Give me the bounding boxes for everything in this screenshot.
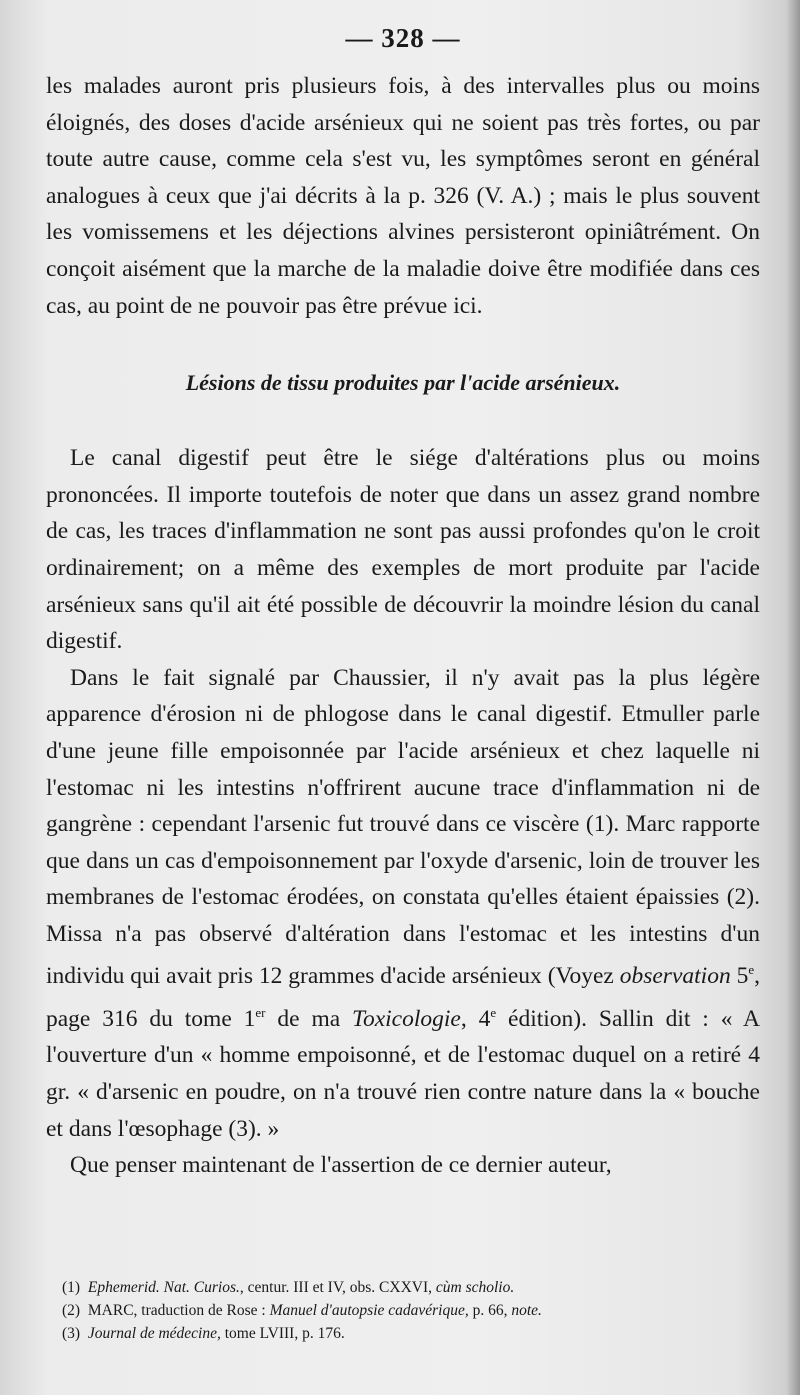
footnote-1 [62,1276,760,1299]
footnote-title: Journal de médecine, [87,1325,221,1342]
paragraph-chaussier [46,660,760,1147]
paragraph-canal-digestif: Le canal digestif peut être le siége d'altérations plus ou moins prononcées. Il importe toutefois de noter que dans un assez grand nombre de cas, les traces d'inflammation ne sont pas aussi profondes qu'on le croit ordinairement; on a même des exemples de mort produite par l'acide arsénieux sans qu'il ait été possible de découvrir la moindre lésion du canal digestif. [46,445,760,655]
footnote-text: MARC, traduction de Rose : [87,1302,270,1319]
page-edge-shadow [786,0,800,1395]
paragraph-que-penser: Que penser maintenant de l'assertion de ce dernier auteur, [70,1152,612,1179]
footnote-italic: note. [511,1302,542,1319]
footnote-title: Manuel d'autopsie cadavérique, [269,1302,469,1319]
paragraph-continuation: les malades auront pris plusieurs fois, à des intervalles plus ou moins éloignés, des doses d'acide arsénieux qui ne soient pas très fortes, ou par toute autre cause, comme cela s'est vu, les symptômes seront en général analogues à ceux que j'ai décrits à la p. 326 (V. A.) ; mais le plus souvent les vomissemens et les déjections alvines persisteront opiniâtrément. On conçoit aisément que la marche de la maladie doive être modifiée dans ces cas, au point de ne pouvoir pas être prévue ici. [46,73,760,319]
footnote-number: (3) [62,1325,81,1342]
ref-text: de ma [265,1005,353,1032]
superscript: er [255,1004,266,1020]
footnotes [62,1276,760,1345]
footnote-text: tome LVIII, p. 176. [220,1325,345,1342]
toxicologie-ref: Toxicologie [352,1005,461,1032]
footnote-italic: cùm scholio. [435,1279,515,1296]
page-ref-text: , page 316 du tome 1 [46,963,761,1032]
footnote-2 [62,1299,760,1322]
observation-ref: observation [619,963,731,990]
footnote-title: Ephemerid. Nat. Curios. [87,1279,240,1296]
superscript: e [490,1004,497,1020]
footnote-text: p. 66, [468,1302,512,1319]
superscript: e [748,962,755,978]
footnote-number: (1) [62,1279,81,1296]
footnote-3 [62,1322,760,1345]
page-number: — 328 — [345,23,461,53]
paragraph-chaussier-text: Dans le fait signalé par Chaussier, il n'y avait pas la plus légère apparence d'érosion ni de phlogose dans le canal digestif. Etmuller parle d'une jeune fille empoisonnée par l'acide arsénieux et chez laquelle ni l'estomac ni les intestins n'offrirent aucune trace d'inflammation ni de gangrène : cependant l'arsenic fut trouvé dans ce viscère (1). Marc rapporte que dans un cas d'empoisonnement par l'oxyde d'arsenic, loin de trouver les membranes de l'estomac érodées, on constata qu'elles étaient épaissies (2). Missa n'a pas observé d'altération dans l'estomac et les intestins d'un individu qui avait pris 12 grammes d'acide arsénieux (Voyez [46,664,760,990]
edition-ref-text: 5 [730,963,749,990]
sallin-quote: édition). Sallin dit : « A l'ouverture d'un « homme empoisonné, et de l'estomac duquel on a retiré 4 gr. « d'arsenic en poudre, on n'a trouvé rien contre nature dans la « bouche et dans l'œsophage (3). » [46,1005,761,1142]
footnote-number: (2) [62,1302,81,1319]
section-heading: Lésions de tissu produites par l'acide arsénieux. [185,370,621,396]
footnote-text: , centur. III et IV, obs. CXXVI, [239,1279,436,1296]
ref-text: , 4 [460,1005,491,1032]
